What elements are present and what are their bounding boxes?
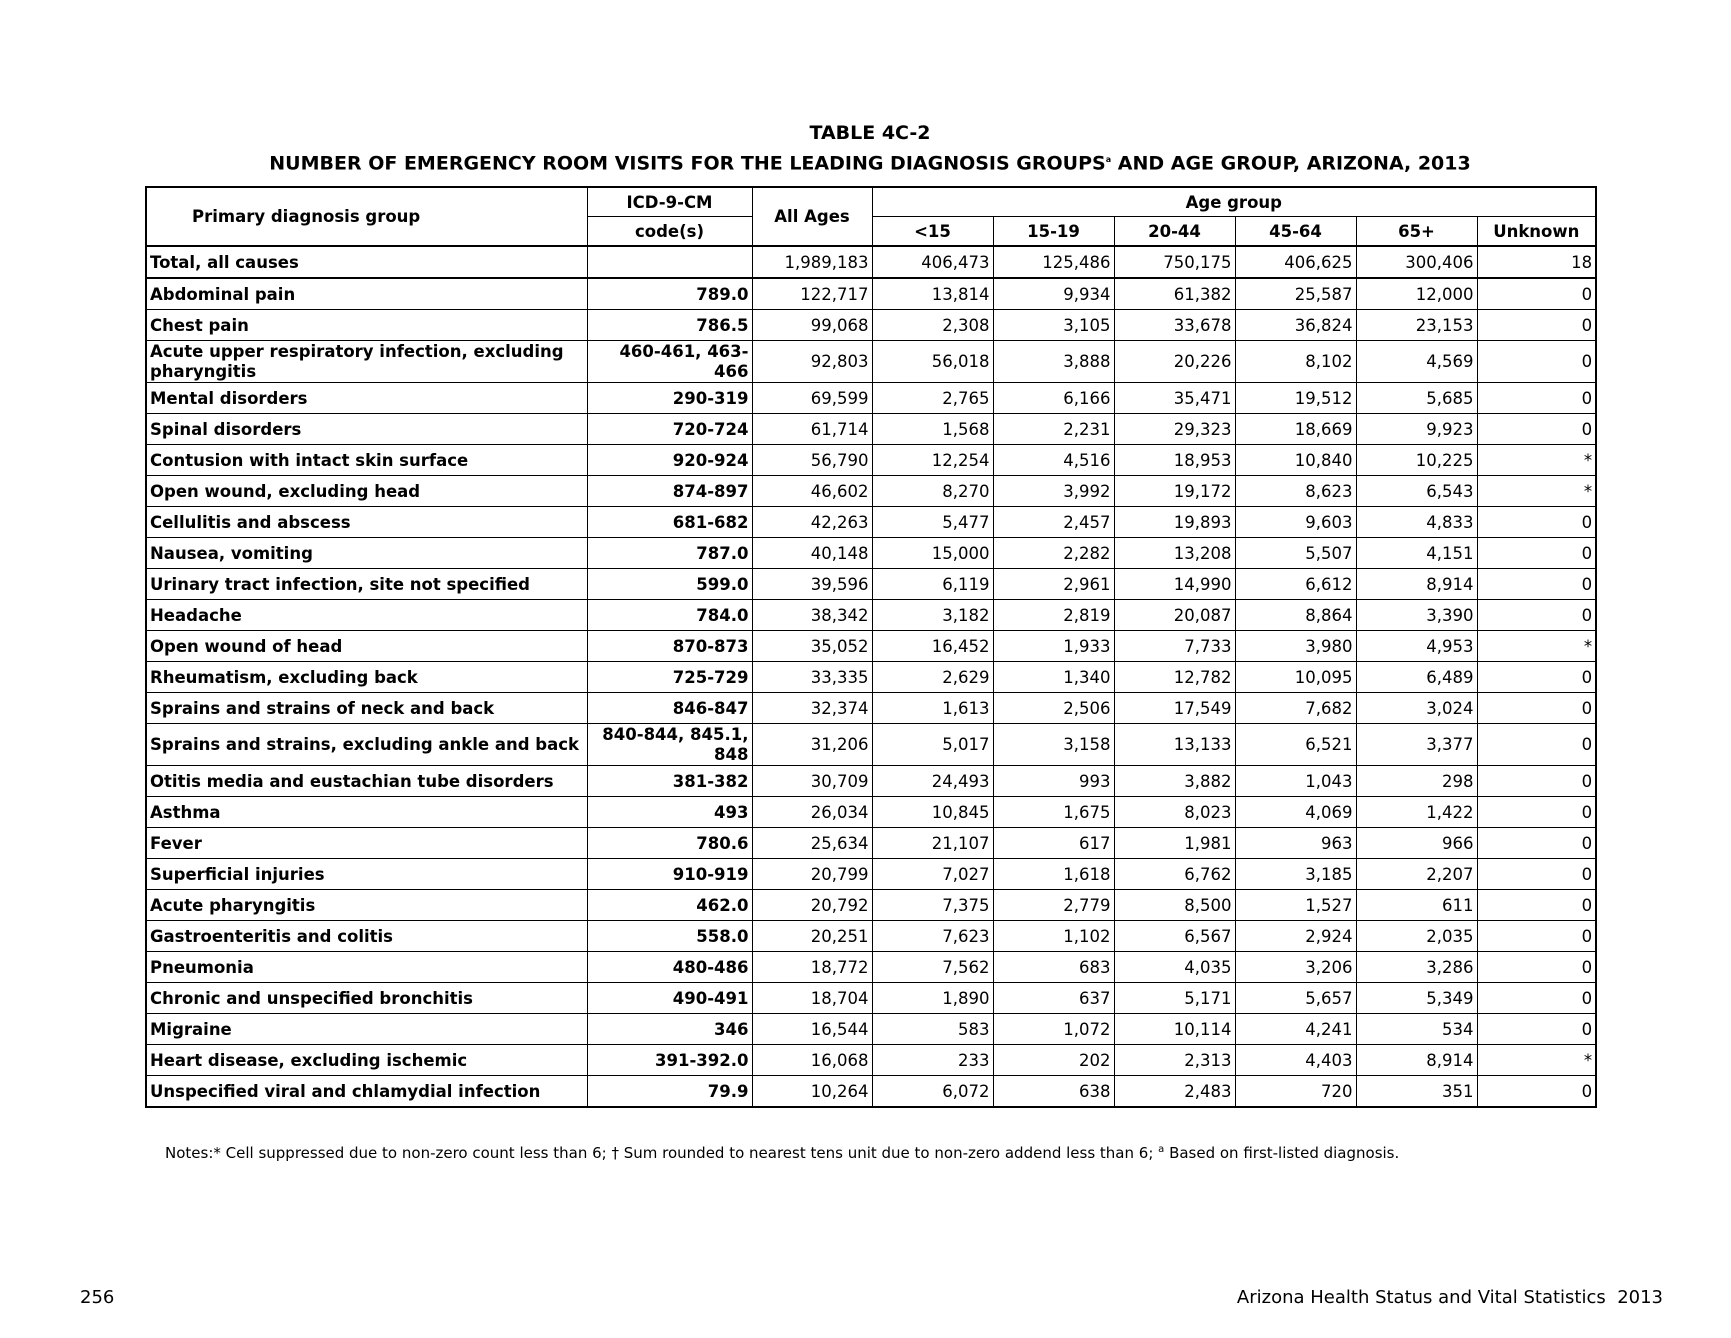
footnote-marker: a xyxy=(1105,155,1112,164)
age-under-15-cell: 583 xyxy=(872,1014,993,1045)
age-45-64-cell: 19,512 xyxy=(1235,383,1356,414)
notes-footnote-marker: a xyxy=(1158,1144,1165,1155)
icd-code-cell: 462.0 xyxy=(587,890,752,921)
header-icd: ICD-9-CM xyxy=(587,187,752,217)
icd-code-cell: 381-382 xyxy=(587,766,752,797)
age-unknown-cell: 0 xyxy=(1477,414,1596,445)
age-65-plus-cell: 2,035 xyxy=(1356,921,1477,952)
age-unknown-cell: 0 xyxy=(1477,693,1596,724)
age-15-19-cell: 2,961 xyxy=(993,569,1114,600)
age-unknown-cell: 0 xyxy=(1477,766,1596,797)
icd-code-cell: 460-461, 463-466 xyxy=(587,341,752,383)
age-45-64-cell: 6,521 xyxy=(1235,724,1356,766)
table-row xyxy=(146,600,1596,631)
age-under-15-cell: 3,182 xyxy=(872,600,993,631)
all-ages-cell: 16,068 xyxy=(752,1045,872,1076)
header-all-ages: All Ages xyxy=(752,187,872,246)
age-under-15-cell: 5,477 xyxy=(872,507,993,538)
age-20-44-cell: 10,114 xyxy=(1114,1014,1235,1045)
age-45-64-cell: 720 xyxy=(1235,1076,1356,1108)
table-row xyxy=(146,383,1596,414)
age-unknown-cell: 0 xyxy=(1477,828,1596,859)
age-15-19-cell: 1,072 xyxy=(993,1014,1114,1045)
diagnosis-name-cell: Otitis media and eustachian tube disorders xyxy=(146,766,587,797)
age-65-plus-cell: 23,153 xyxy=(1356,310,1477,341)
age-45-64-cell: 8,623 xyxy=(1235,476,1356,507)
header-age-under-15: <15 xyxy=(872,217,993,247)
age-unknown-cell: 0 xyxy=(1477,383,1596,414)
age-20-44-cell: 5,171 xyxy=(1114,983,1235,1014)
age-45-64-cell: 1,527 xyxy=(1235,890,1356,921)
age-15-19-cell: 993 xyxy=(993,766,1114,797)
table-row xyxy=(146,921,1596,952)
age-under-15-cell: 15,000 xyxy=(872,538,993,569)
table-row xyxy=(146,476,1596,507)
age-unknown-cell: 0 xyxy=(1477,507,1596,538)
diagnosis-name-cell: Pneumonia xyxy=(146,952,587,983)
age-15-19-cell: 202 xyxy=(993,1045,1114,1076)
age-under-15-cell: 24,493 xyxy=(872,766,993,797)
icd-code-cell: 290-319 xyxy=(587,383,752,414)
table-row xyxy=(146,766,1596,797)
age-45-64-cell: 4,069 xyxy=(1235,797,1356,828)
age-unknown-cell: 0 xyxy=(1477,952,1596,983)
icd-code-cell: 920-924 xyxy=(587,445,752,476)
age-65-plus-cell: 4,569 xyxy=(1356,341,1477,383)
icd-code-cell: 874-897 xyxy=(587,476,752,507)
table-row xyxy=(146,1014,1596,1045)
all-ages-cell: 18,704 xyxy=(752,983,872,1014)
all-ages-cell: 32,374 xyxy=(752,693,872,724)
table-row xyxy=(146,1045,1596,1076)
icd-code-cell: 846-847 xyxy=(587,693,752,724)
age-45-64-cell: 2,924 xyxy=(1235,921,1356,952)
diagnosis-name-cell: Spinal disorders xyxy=(146,414,587,445)
diagnosis-name-cell: Contusion with intact skin surface xyxy=(146,445,587,476)
age-unknown-cell: 0 xyxy=(1477,1076,1596,1108)
age-20-44-cell: 61,382 xyxy=(1114,278,1235,310)
age-under-15-cell: 7,027 xyxy=(872,859,993,890)
age-under-15-cell: 7,562 xyxy=(872,952,993,983)
age-45-64-cell: 5,657 xyxy=(1235,983,1356,1014)
all-ages-cell: 35,052 xyxy=(752,631,872,662)
table-row xyxy=(146,569,1596,600)
all-ages-cell: 56,790 xyxy=(752,445,872,476)
all-ages-cell: 26,034 xyxy=(752,797,872,828)
age-45-64-cell: 4,241 xyxy=(1235,1014,1356,1045)
table-row xyxy=(146,952,1596,983)
page-number: 256 xyxy=(80,1287,115,1308)
header-age-group: Age group xyxy=(872,187,1596,217)
age-45-64-cell: 10,095 xyxy=(1235,662,1356,693)
age-45-64-cell: 9,603 xyxy=(1235,507,1356,538)
age-unknown-cell: * xyxy=(1477,445,1596,476)
age-15-19-cell: 638 xyxy=(993,1076,1114,1108)
age-65-plus-cell: 5,349 xyxy=(1356,983,1477,1014)
table-row xyxy=(146,890,1596,921)
diagnosis-name-cell: Heart disease, excluding ischemic xyxy=(146,1045,587,1076)
diagnosis-name-cell: Nausea, vomiting xyxy=(146,538,587,569)
header-age-unknown: Unknown xyxy=(1477,217,1596,247)
age-under-15-cell: 8,270 xyxy=(872,476,993,507)
diagnosis-name-cell: Abdominal pain xyxy=(146,278,587,310)
age-45-64-cell: 3,185 xyxy=(1235,859,1356,890)
age-unknown-cell: 0 xyxy=(1477,538,1596,569)
age-15-19-cell: 2,779 xyxy=(993,890,1114,921)
all-ages-cell: 30,709 xyxy=(752,766,872,797)
age-15-19-cell: 4,516 xyxy=(993,445,1114,476)
age-unknown-cell: * xyxy=(1477,631,1596,662)
age-65-plus-cell: 8,914 xyxy=(1356,569,1477,600)
table-notes: Notes:* Cell suppressed due to non-zero count less than 6; † Sum rounded to nearest tens unit due to non-zero addend less than 6; $^a$ Based on first-listed diagnosis. xyxy=(165,1144,1400,1162)
age-45-64-cell: 406,625 xyxy=(1235,246,1356,278)
table-row xyxy=(146,983,1596,1014)
header-age-65-plus: 65+ xyxy=(1356,217,1477,247)
age-20-44-cell: 33,678 xyxy=(1114,310,1235,341)
age-under-15-cell: 406,473 xyxy=(872,246,993,278)
all-ages-cell: 20,251 xyxy=(752,921,872,952)
all-ages-cell: 122,717 xyxy=(752,278,872,310)
age-45-64-cell: 7,682 xyxy=(1235,693,1356,724)
age-65-plus-cell: 966 xyxy=(1356,828,1477,859)
diagnosis-name-cell: Cellulitis and abscess xyxy=(146,507,587,538)
age-20-44-cell: 2,483 xyxy=(1114,1076,1235,1108)
age-unknown-cell: 0 xyxy=(1477,662,1596,693)
age-20-44-cell: 2,313 xyxy=(1114,1045,1235,1076)
diagnosis-name-cell: Unspecified viral and chlamydial infection xyxy=(146,1076,587,1108)
all-ages-cell: 33,335 xyxy=(752,662,872,693)
age-under-15-cell: 1,613 xyxy=(872,693,993,724)
all-ages-cell: 42,263 xyxy=(752,507,872,538)
icd-code-cell: 346 xyxy=(587,1014,752,1045)
age-65-plus-cell: 3,024 xyxy=(1356,693,1477,724)
age-20-44-cell: 750,175 xyxy=(1114,246,1235,278)
age-20-44-cell: 14,990 xyxy=(1114,569,1235,600)
icd-code-cell: 480-486 xyxy=(587,952,752,983)
table-row xyxy=(146,278,1596,310)
age-20-44-cell: 4,035 xyxy=(1114,952,1235,983)
all-ages-cell: 92,803 xyxy=(752,341,872,383)
all-ages-cell: 1,989,183 xyxy=(752,246,872,278)
age-under-15-cell: 1,890 xyxy=(872,983,993,1014)
age-45-64-cell: 3,206 xyxy=(1235,952,1356,983)
age-under-15-cell: 10,845 xyxy=(872,797,993,828)
all-ages-cell: 40,148 xyxy=(752,538,872,569)
age-under-15-cell: 56,018 xyxy=(872,341,993,383)
age-under-15-cell: 233 xyxy=(872,1045,993,1076)
age-65-plus-cell: 3,286 xyxy=(1356,952,1477,983)
age-20-44-cell: 6,762 xyxy=(1114,859,1235,890)
header-primary-diagnosis: Primary diagnosis group xyxy=(146,187,587,246)
age-20-44-cell: 8,500 xyxy=(1114,890,1235,921)
age-20-44-cell: 6,567 xyxy=(1114,921,1235,952)
age-65-plus-cell: 3,390 xyxy=(1356,600,1477,631)
age-45-64-cell: 36,824 xyxy=(1235,310,1356,341)
age-20-44-cell: 19,893 xyxy=(1114,507,1235,538)
age-65-plus-cell: 300,406 xyxy=(1356,246,1477,278)
age-unknown-cell: * xyxy=(1477,1045,1596,1076)
age-65-plus-cell: 611 xyxy=(1356,890,1477,921)
age-unknown-cell: 0 xyxy=(1477,724,1596,766)
age-15-19-cell: 125,486 xyxy=(993,246,1114,278)
icd-code-cell: 725-729 xyxy=(587,662,752,693)
diagnosis-name-cell: Total, all causes xyxy=(146,246,587,278)
age-unknown-cell: 0 xyxy=(1477,983,1596,1014)
table-row xyxy=(146,693,1596,724)
icd-code-cell: 784.0 xyxy=(587,600,752,631)
age-under-15-cell: 7,623 xyxy=(872,921,993,952)
age-15-19-cell: 3,888 xyxy=(993,341,1114,383)
icd-code-cell: 79.9 xyxy=(587,1076,752,1108)
age-45-64-cell: 6,612 xyxy=(1235,569,1356,600)
diagnosis-name-cell: Acute upper respiratory infection, excluding pharyngitis xyxy=(146,341,587,383)
diagnosis-name-cell: Rheumatism, excluding back xyxy=(146,662,587,693)
icd-code-cell: 599.0 xyxy=(587,569,752,600)
age-15-19-cell: 2,282 xyxy=(993,538,1114,569)
age-15-19-cell: 1,933 xyxy=(993,631,1114,662)
table-row xyxy=(146,445,1596,476)
all-ages-cell: 25,634 xyxy=(752,828,872,859)
age-15-19-cell: 637 xyxy=(993,983,1114,1014)
age-20-44-cell: 7,733 xyxy=(1114,631,1235,662)
diagnosis-name-cell: Fever xyxy=(146,828,587,859)
age-unknown-cell: 0 xyxy=(1477,859,1596,890)
all-ages-cell: 18,772 xyxy=(752,952,872,983)
age-65-plus-cell: 9,923 xyxy=(1356,414,1477,445)
age-65-plus-cell: 5,685 xyxy=(1356,383,1477,414)
header-age-15-19: 15-19 xyxy=(993,217,1114,247)
age-unknown-cell: 18 xyxy=(1477,246,1596,278)
table-body xyxy=(146,246,1596,1107)
all-ages-cell: 69,599 xyxy=(752,383,872,414)
age-under-15-cell: 2,308 xyxy=(872,310,993,341)
all-ages-cell: 38,342 xyxy=(752,600,872,631)
age-65-plus-cell: 1,422 xyxy=(1356,797,1477,828)
age-unknown-cell: 0 xyxy=(1477,569,1596,600)
diagnosis-name-cell: Acute pharyngitis xyxy=(146,890,587,921)
age-65-plus-cell: 534 xyxy=(1356,1014,1477,1045)
table-row xyxy=(146,538,1596,569)
age-under-15-cell: 2,765 xyxy=(872,383,993,414)
age-15-19-cell: 9,934 xyxy=(993,278,1114,310)
age-unknown-cell: 0 xyxy=(1477,600,1596,631)
age-45-64-cell: 25,587 xyxy=(1235,278,1356,310)
diagnosis-name-cell: Open wound, excluding head xyxy=(146,476,587,507)
table-row xyxy=(146,797,1596,828)
table-row xyxy=(146,828,1596,859)
all-ages-cell: 46,602 xyxy=(752,476,872,507)
diagnosis-name-cell: Chest pain xyxy=(146,310,587,341)
all-ages-cell: 61,714 xyxy=(752,414,872,445)
icd-code-cell: 789.0 xyxy=(587,278,752,310)
all-ages-cell: 99,068 xyxy=(752,310,872,341)
age-65-plus-cell: 12,000 xyxy=(1356,278,1477,310)
table-number: TABLE 4C-2 xyxy=(809,122,931,144)
age-65-plus-cell: 6,543 xyxy=(1356,476,1477,507)
age-under-15-cell: 16,452 xyxy=(872,631,993,662)
age-20-44-cell: 19,172 xyxy=(1114,476,1235,507)
age-under-15-cell: 6,119 xyxy=(872,569,993,600)
age-under-15-cell: 5,017 xyxy=(872,724,993,766)
age-under-15-cell: 1,568 xyxy=(872,414,993,445)
age-unknown-cell: 0 xyxy=(1477,278,1596,310)
icd-code-cell: 391-392.0 xyxy=(587,1045,752,1076)
age-under-15-cell: 2,629 xyxy=(872,662,993,693)
age-15-19-cell: 1,618 xyxy=(993,859,1114,890)
age-20-44-cell: 29,323 xyxy=(1114,414,1235,445)
age-45-64-cell: 3,980 xyxy=(1235,631,1356,662)
age-65-plus-cell: 298 xyxy=(1356,766,1477,797)
age-unknown-cell: 0 xyxy=(1477,890,1596,921)
age-65-plus-cell: 4,953 xyxy=(1356,631,1477,662)
age-unknown-cell: * xyxy=(1477,476,1596,507)
diagnosis-name-cell: Open wound of head xyxy=(146,631,587,662)
age-20-44-cell: 35,471 xyxy=(1114,383,1235,414)
age-20-44-cell: 20,087 xyxy=(1114,600,1235,631)
header-icd-codes: code(s) xyxy=(587,217,752,247)
age-15-19-cell: 3,105 xyxy=(993,310,1114,341)
diagnosis-name-cell: Superficial injuries xyxy=(146,859,587,890)
header-age-20-44: 20-44 xyxy=(1114,217,1235,247)
icd-code-cell: 840-844, 845.1, 848 xyxy=(587,724,752,766)
age-unknown-cell: 0 xyxy=(1477,921,1596,952)
icd-code-cell: 493 xyxy=(587,797,752,828)
icd-code-cell: 558.0 xyxy=(587,921,752,952)
age-65-plus-cell: 4,151 xyxy=(1356,538,1477,569)
age-20-44-cell: 13,133 xyxy=(1114,724,1235,766)
age-65-plus-cell: 6,489 xyxy=(1356,662,1477,693)
all-ages-cell: 31,206 xyxy=(752,724,872,766)
age-15-19-cell: 6,166 xyxy=(993,383,1114,414)
age-45-64-cell: 8,864 xyxy=(1235,600,1356,631)
table-row xyxy=(146,859,1596,890)
age-20-44-cell: 12,782 xyxy=(1114,662,1235,693)
all-ages-cell: 20,799 xyxy=(752,859,872,890)
age-unknown-cell: 0 xyxy=(1477,341,1596,383)
age-20-44-cell: 13,208 xyxy=(1114,538,1235,569)
table-title xyxy=(145,120,1595,177)
age-20-44-cell: 17,549 xyxy=(1114,693,1235,724)
diagnosis-name-cell: Urinary tract infection, site not specified xyxy=(146,569,587,600)
age-15-19-cell: 3,158 xyxy=(993,724,1114,766)
age-unknown-cell: 0 xyxy=(1477,797,1596,828)
age-under-15-cell: 12,254 xyxy=(872,445,993,476)
table-row xyxy=(146,310,1596,341)
diagnosis-name-cell: Gastroenteritis and colitis xyxy=(146,921,587,952)
age-20-44-cell: 18,953 xyxy=(1114,445,1235,476)
age-20-44-cell: 3,882 xyxy=(1114,766,1235,797)
table-row xyxy=(146,631,1596,662)
table-row xyxy=(146,246,1596,278)
diagnosis-name-cell: Chronic and unspecified bronchitis xyxy=(146,983,587,1014)
icd-code-cell: 720-724 xyxy=(587,414,752,445)
diagnosis-name-cell: Migraine xyxy=(146,1014,587,1045)
age-45-64-cell: 5,507 xyxy=(1235,538,1356,569)
all-ages-cell: 10,264 xyxy=(752,1076,872,1108)
icd-code-cell xyxy=(587,246,752,278)
all-ages-cell: 16,544 xyxy=(752,1014,872,1045)
er-visits-table xyxy=(145,186,1597,1108)
icd-code-cell: 786.5 xyxy=(587,310,752,341)
age-15-19-cell: 2,457 xyxy=(993,507,1114,538)
age-under-15-cell: 21,107 xyxy=(872,828,993,859)
all-ages-cell: 20,792 xyxy=(752,890,872,921)
age-20-44-cell: 1,981 xyxy=(1114,828,1235,859)
icd-code-cell: 780.6 xyxy=(587,828,752,859)
age-15-19-cell: 1,675 xyxy=(993,797,1114,828)
diagnosis-name-cell: Mental disorders xyxy=(146,383,587,414)
age-45-64-cell: 4,403 xyxy=(1235,1045,1356,1076)
icd-code-cell: 870-873 xyxy=(587,631,752,662)
table-row xyxy=(146,1076,1596,1108)
age-15-19-cell: 683 xyxy=(993,952,1114,983)
table-row xyxy=(146,507,1596,538)
age-20-44-cell: 20,226 xyxy=(1114,341,1235,383)
table-row xyxy=(146,414,1596,445)
age-65-plus-cell: 2,207 xyxy=(1356,859,1477,890)
table-row xyxy=(146,724,1596,766)
diagnosis-name-cell: Sprains and strains of neck and back xyxy=(146,693,587,724)
age-unknown-cell: 0 xyxy=(1477,310,1596,341)
icd-code-cell: 681-682 xyxy=(587,507,752,538)
icd-code-cell: 910-919 xyxy=(587,859,752,890)
age-15-19-cell: 1,102 xyxy=(993,921,1114,952)
age-unknown-cell: 0 xyxy=(1477,1014,1596,1045)
age-15-19-cell: 2,819 xyxy=(993,600,1114,631)
age-65-plus-cell: 3,377 xyxy=(1356,724,1477,766)
age-65-plus-cell: 8,914 xyxy=(1356,1045,1477,1076)
age-45-64-cell: 8,102 xyxy=(1235,341,1356,383)
diagnosis-name-cell: Headache xyxy=(146,600,587,631)
age-15-19-cell: 3,992 xyxy=(993,476,1114,507)
table-caption: NUMBER OF EMERGENCY ROOM VISITS FOR THE LEADING DIAGNOSIS GROUPS$^a$ AND AGE GROUP, ARIZONA, 2013 xyxy=(269,152,1471,175)
age-65-plus-cell: 10,225 xyxy=(1356,445,1477,476)
age-45-64-cell: 10,840 xyxy=(1235,445,1356,476)
header-age-45-64: 45-64 xyxy=(1235,217,1356,247)
diagnosis-name-cell: Asthma xyxy=(146,797,587,828)
diagnosis-name-cell: Sprains and strains, excluding ankle and back xyxy=(146,724,587,766)
age-15-19-cell: 1,340 xyxy=(993,662,1114,693)
age-15-19-cell: 2,231 xyxy=(993,414,1114,445)
age-45-64-cell: 963 xyxy=(1235,828,1356,859)
age-45-64-cell: 1,043 xyxy=(1235,766,1356,797)
icd-code-cell: 787.0 xyxy=(587,538,752,569)
all-ages-cell: 39,596 xyxy=(752,569,872,600)
age-under-15-cell: 6,072 xyxy=(872,1076,993,1108)
age-20-44-cell: 8,023 xyxy=(1114,797,1235,828)
age-15-19-cell: 2,506 xyxy=(993,693,1114,724)
age-65-plus-cell: 4,833 xyxy=(1356,507,1477,538)
age-45-64-cell: 18,669 xyxy=(1235,414,1356,445)
table-row xyxy=(146,662,1596,693)
publication-footer: Arizona Health Status and Vital Statistics 2013 xyxy=(1236,1287,1663,1308)
age-65-plus-cell: 351 xyxy=(1356,1076,1477,1108)
age-under-15-cell: 7,375 xyxy=(872,890,993,921)
age-under-15-cell: 13,814 xyxy=(872,278,993,310)
table-row xyxy=(146,341,1596,383)
age-15-19-cell: 617 xyxy=(993,828,1114,859)
icd-code-cell: 490-491 xyxy=(587,983,752,1014)
